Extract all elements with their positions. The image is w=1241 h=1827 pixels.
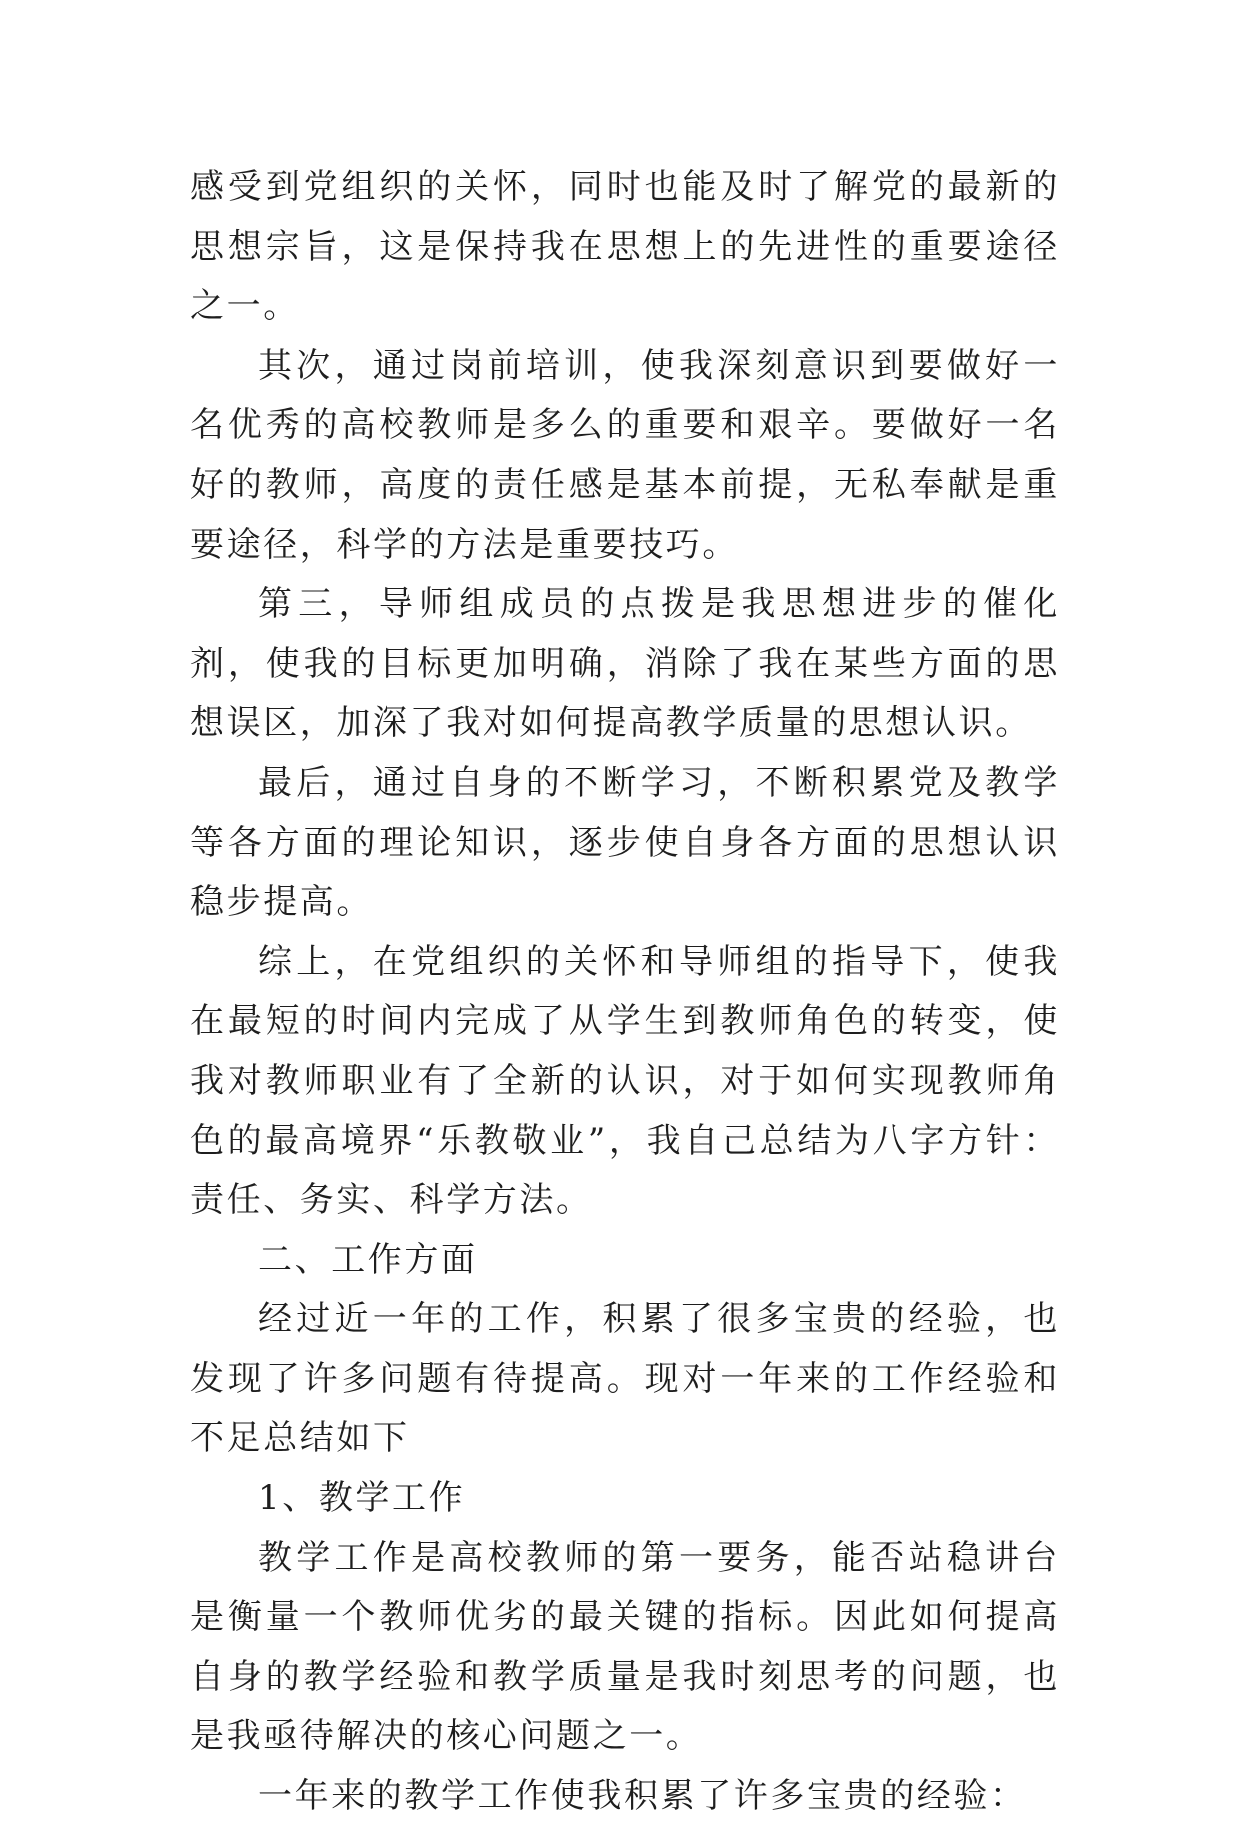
paragraph-finally: 最后，通过自身的不断学习，不断积累党及教学等各方面的理论知识，逐步使自身各方面的思想认识稳步提高。 [190, 762, 1060, 923]
paragraph-secondly: 其次，通过岗前培训，使我深刻意识到要做好一名优秀的高校教师是多么的重要和艰辛。要做好一名好的教师，高度的责任感是基本前提，无私奉献是重要途径，科学的方法是重要技巧。 [190, 345, 1060, 565]
paragraph-continuation: 感受到党组织的关怀，同时也能及时了解党的最新的思想宗旨，这是保持我在思想上的先进性的重要途径之一。 [190, 167, 1060, 327]
section-heading-work: 二、工作方面 [258, 1239, 478, 1280]
paragraph-experience: 一年来的教学工作使我积累了许多宝贵的经验： [258, 1776, 1027, 1817]
document-body [190, 158, 1060, 1827]
paragraph-work-intro: 经过近一年的工作，积累了很多宝贵的经验，也发现了许多问题有待提高。现对一年来的工作经验和不足总结如下 [190, 1299, 1060, 1459]
paragraph-teaching: 教学工作是高校教师的第一要务，能否站稳讲台是衡量一个教师优劣的最关键的指标。因此如何提高自身的教学经验和教学质量是我时刻思考的问题，也是我亟待解决的核心问题之一。 [190, 1537, 1060, 1757]
paragraph-thirdly: 第三，导师组成员的点拨是我思想进步的催化剂，使我的目标更加明确，消除了我在某些方面的思想误区，加深了我对如何提高教学质量的思想认识。 [190, 584, 1060, 744]
subsection-heading-teaching: 1、教学工作 [258, 1478, 466, 1519]
paragraph-summary: 综上，在党组织的关怀和导师组的指导下，使我在最短的时间内完成了从学生到教师角色的转变，使我对教师职业有了全新的认识，对于如何实现教师角色的最高境界“乐教敬业”，我自己总结为八字方针：责任、务实、科学方法。 [190, 941, 1060, 1221]
